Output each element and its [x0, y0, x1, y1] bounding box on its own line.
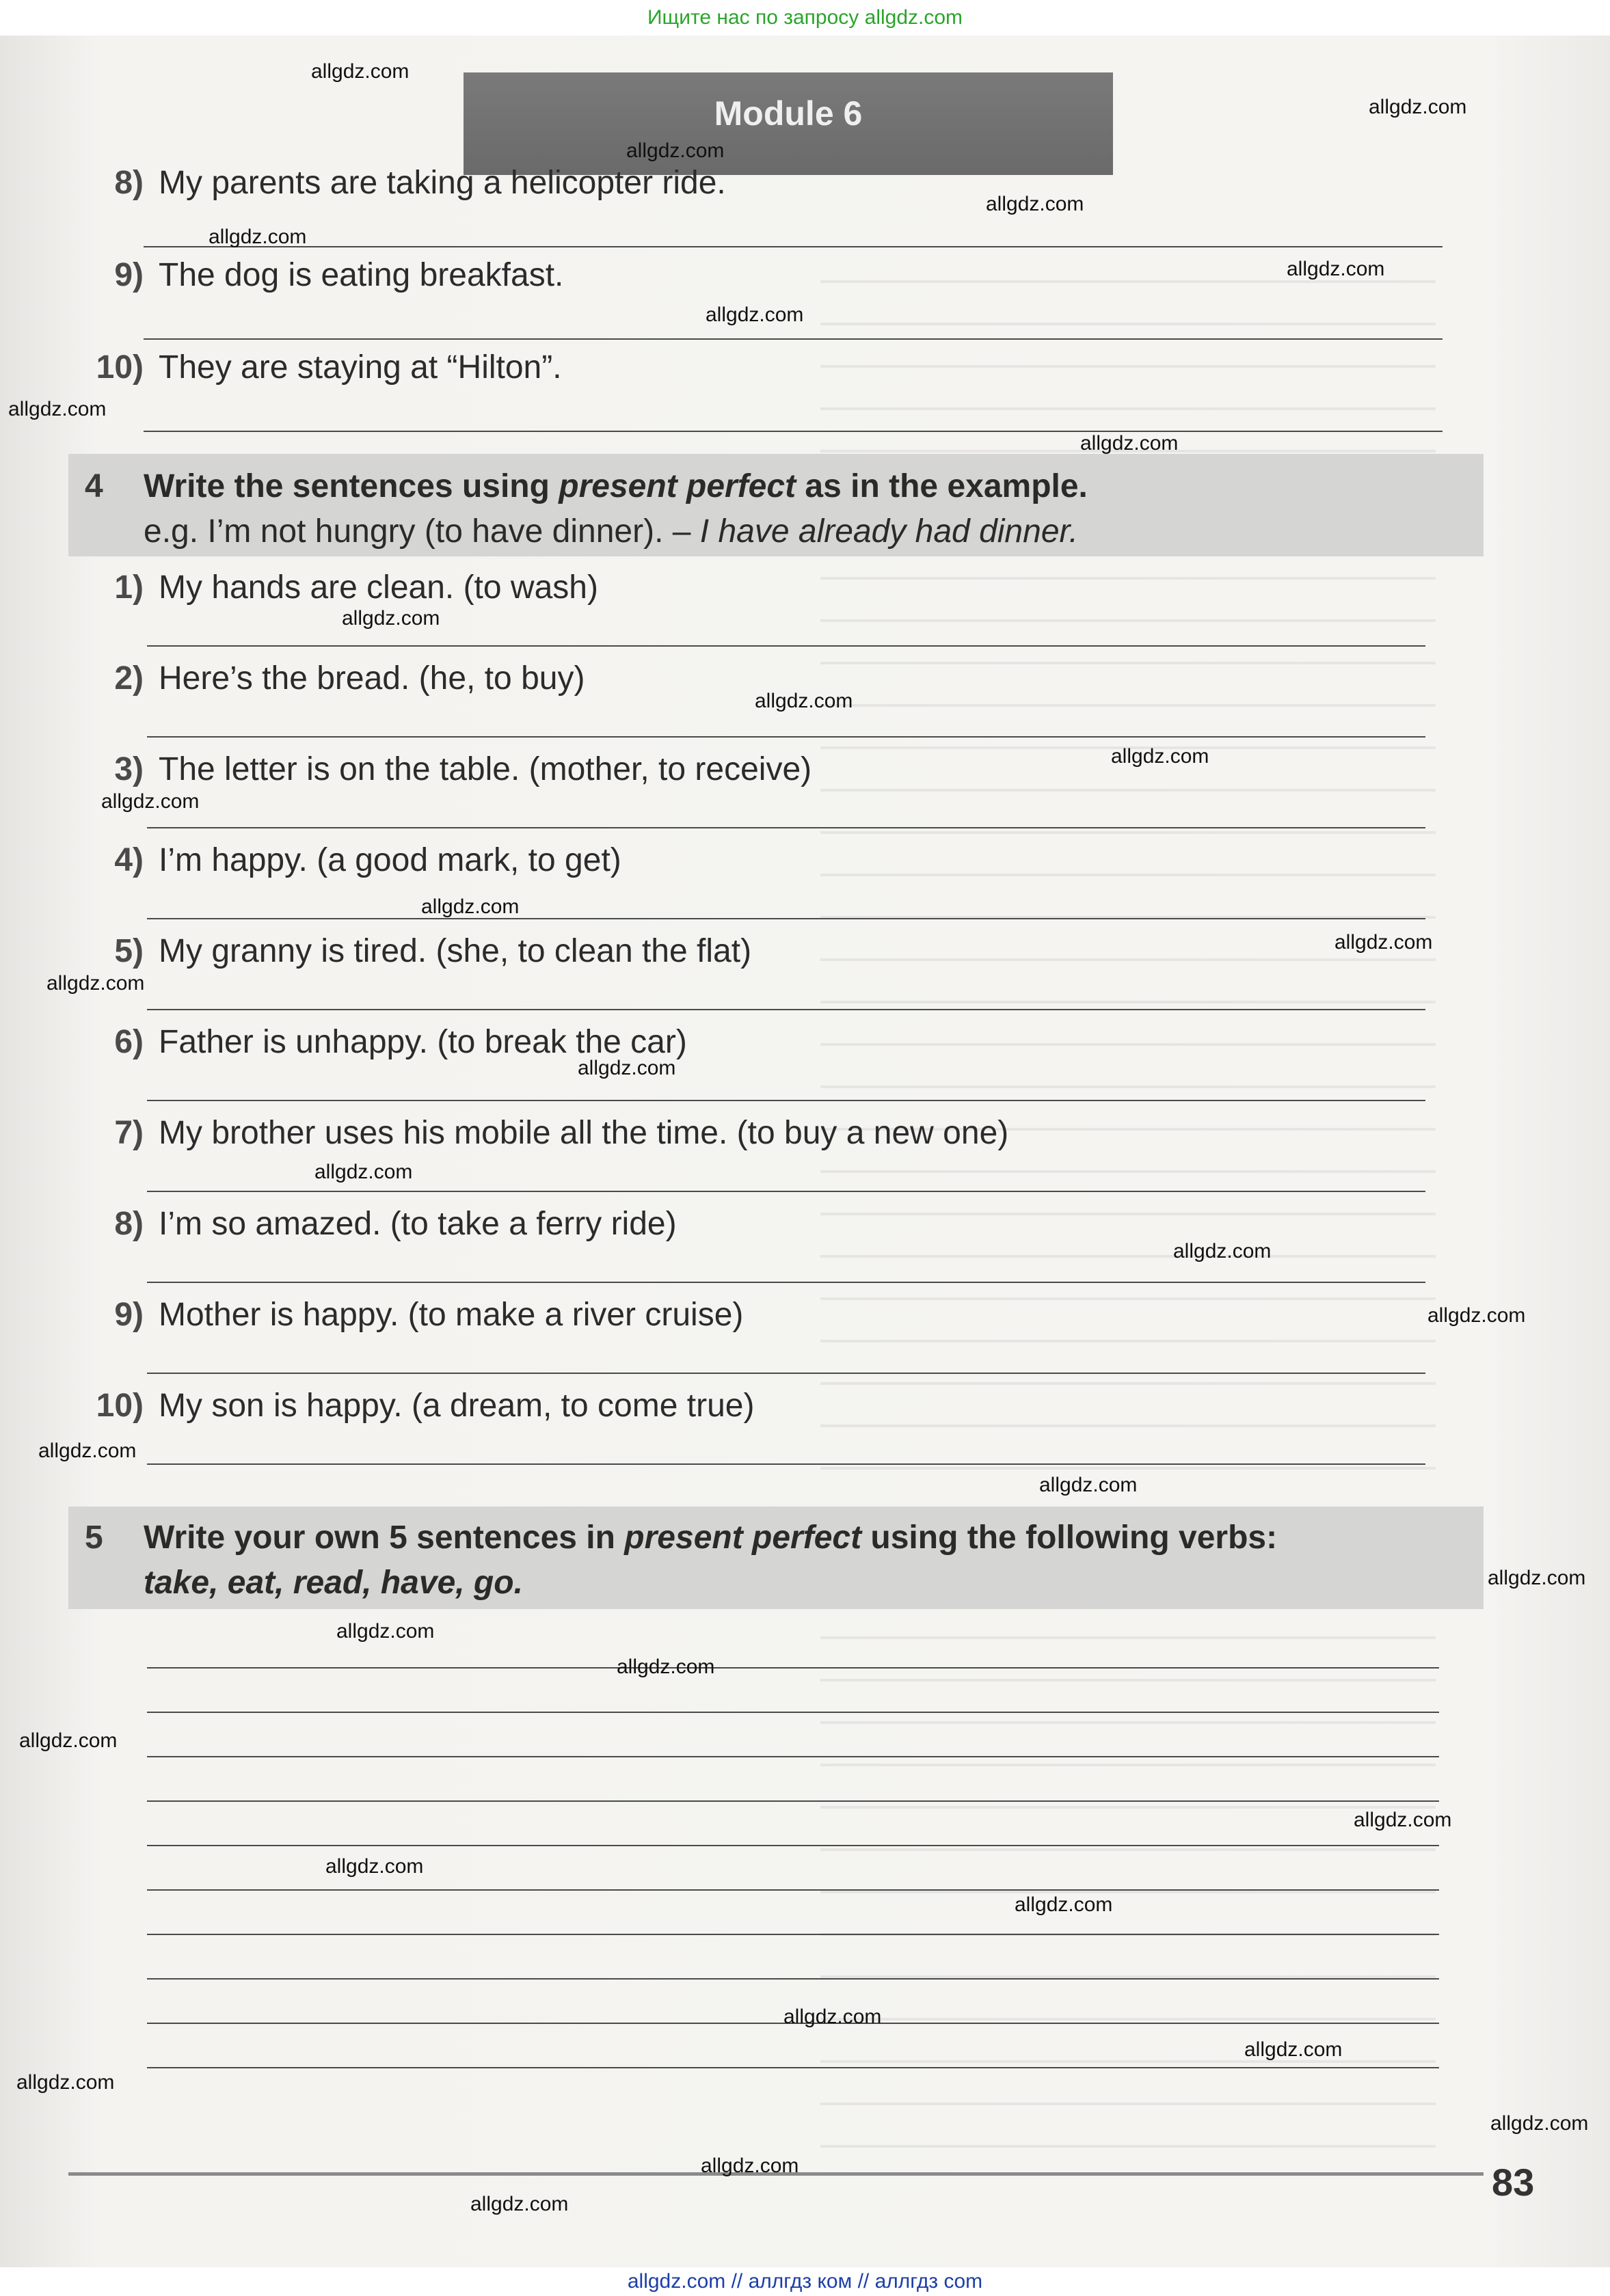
watermark: allgdz.com — [783, 2005, 882, 2028]
answer-line[interactable] — [147, 2067, 1439, 2068]
watermark: allgdz.com — [1354, 1809, 1452, 1831]
watermark: allgdz.com — [336, 1620, 435, 1643]
bottom-banner[interactable]: allgdz.com // аллгдз ком // аллгдз com — [0, 2267, 1610, 2296]
task-example: e.g. I’m not hungry (to have dinner). – I have already had dinner. — [144, 513, 1079, 550]
watermark: allgdz.com — [421, 895, 520, 918]
task4-item-6: 6) Father is unhappy. (to break the car) — [114, 1024, 687, 1060]
answer-line[interactable] — [147, 1282, 1425, 1283]
answer-line[interactable] — [147, 1934, 1439, 1935]
task-verbs: take, eat, read, have, go. — [144, 1565, 523, 1601]
watermark: allgdz.com — [1080, 432, 1179, 455]
task-instruction: Write your own 5 sentences in present perfect using the following verbs: — [144, 1520, 1278, 1556]
task4-item-10: 10) My son is happy. (a dream, to come true) — [96, 1388, 755, 1424]
task-number: 4 — [85, 468, 103, 504]
workbook-page — [0, 36, 1610, 2271]
watermark: allgdz.com — [16, 2071, 115, 2094]
answer-line[interactable] — [147, 645, 1425, 647]
watermark: allgdz.com — [342, 607, 440, 630]
watermark: allgdz.com — [755, 690, 853, 712]
watermark: allgdz.com — [101, 790, 200, 813]
watermark: allgdz.com — [38, 1440, 137, 1462]
watermark: allgdz.com — [617, 1656, 715, 1678]
watermark: allgdz.com — [1244, 2038, 1343, 2061]
answer-line[interactable] — [144, 246, 1443, 247]
answer-line[interactable] — [147, 1712, 1439, 1713]
watermark: allgdz.com — [1369, 96, 1467, 118]
watermark: allgdz.com — [1015, 1893, 1113, 1916]
answer-line[interactable] — [147, 1009, 1425, 1010]
top-banner[interactable]: Ищите нас по запросу allgdz.com — [0, 0, 1610, 36]
task4-item-7: 7) My brother uses his mobile all the time. (to buy a new one) — [114, 1115, 1009, 1151]
watermark: allgdz.com — [986, 193, 1084, 215]
watermark: allgdz.com — [1427, 1304, 1526, 1327]
answer-line[interactable] — [147, 736, 1425, 738]
watermark: allgdz.com — [1173, 1240, 1272, 1262]
task4-item-9: 9) Mother is happy. (to make a river cruise) — [114, 1297, 744, 1333]
watermark: allgdz.com — [46, 972, 145, 995]
watermark: allgdz.com — [1490, 2112, 1589, 2135]
answer-line[interactable] — [147, 1373, 1425, 1374]
answer-line[interactable] — [147, 1100, 1425, 1101]
answer-line[interactable] — [144, 431, 1443, 432]
module-title: Module 6 — [714, 94, 863, 133]
exercise-item-10: 10) They are staying at “Hilton”. — [96, 349, 562, 386]
watermark: allgdz.com — [8, 398, 107, 420]
task4-item-2: 2) Here’s the bread. (he, to buy) — [114, 660, 585, 697]
exercise-item-8: 8) My parents are taking a helicopter ride. — [114, 165, 726, 201]
answer-line[interactable] — [147, 1978, 1439, 1980]
watermark: allgdz.com — [701, 2155, 799, 2177]
answer-line[interactable] — [147, 827, 1425, 828]
module-header — [464, 72, 1113, 175]
task4-item-5: 5) My granny is tired. (she, to clean the flat) — [114, 933, 752, 969]
answer-line[interactable] — [147, 1800, 1439, 1802]
watermark: allgdz.com — [1488, 1567, 1586, 1589]
answer-line[interactable] — [144, 338, 1443, 340]
watermark: allgdz.com — [314, 1161, 413, 1183]
task4-item-4: 4) I’m happy. (a good mark, to get) — [114, 842, 621, 878]
watermark: allgdz.com — [1334, 931, 1433, 954]
task-5-header — [68, 1507, 1484, 1609]
watermark: allgdz.com — [706, 303, 804, 326]
answer-line[interactable] — [147, 1889, 1439, 1891]
task-number: 5 — [85, 1520, 103, 1556]
task-instruction: Write the sentences using present perfect as in the example. — [144, 468, 1088, 504]
watermark: allgdz.com — [1039, 1474, 1138, 1496]
task-4-header — [68, 454, 1484, 556]
answer-line[interactable] — [147, 1845, 1439, 1846]
watermark: allgdz.com — [626, 139, 725, 162]
watermark: allgdz.com — [209, 226, 307, 248]
page-number: 83 — [1492, 2161, 1535, 2204]
answer-line[interactable] — [147, 918, 1425, 919]
answer-line[interactable] — [147, 1191, 1425, 1192]
watermark: allgdz.com — [578, 1057, 676, 1079]
watermark: allgdz.com — [19, 1729, 118, 1752]
watermark: allgdz.com — [311, 60, 410, 83]
task4-item-1: 1) My hands are clean. (to wash) — [114, 569, 598, 606]
watermark: allgdz.com — [325, 1855, 424, 1878]
watermark: allgdz.com — [1287, 258, 1385, 280]
watermark: allgdz.com — [470, 2193, 569, 2215]
task4-item-3: 3) The letter is on the table. (mother, to receive) — [114, 751, 812, 787]
answer-line[interactable] — [147, 1463, 1425, 1465]
answer-line[interactable] — [147, 1667, 1439, 1669]
exercise-item-9: 9) The dog is eating breakfast. — [114, 257, 564, 293]
task4-item-8: 8) I’m so amazed. (to take a ferry ride) — [114, 1206, 677, 1242]
watermark: allgdz.com — [1111, 745, 1209, 768]
answer-line[interactable] — [147, 1756, 1439, 1757]
